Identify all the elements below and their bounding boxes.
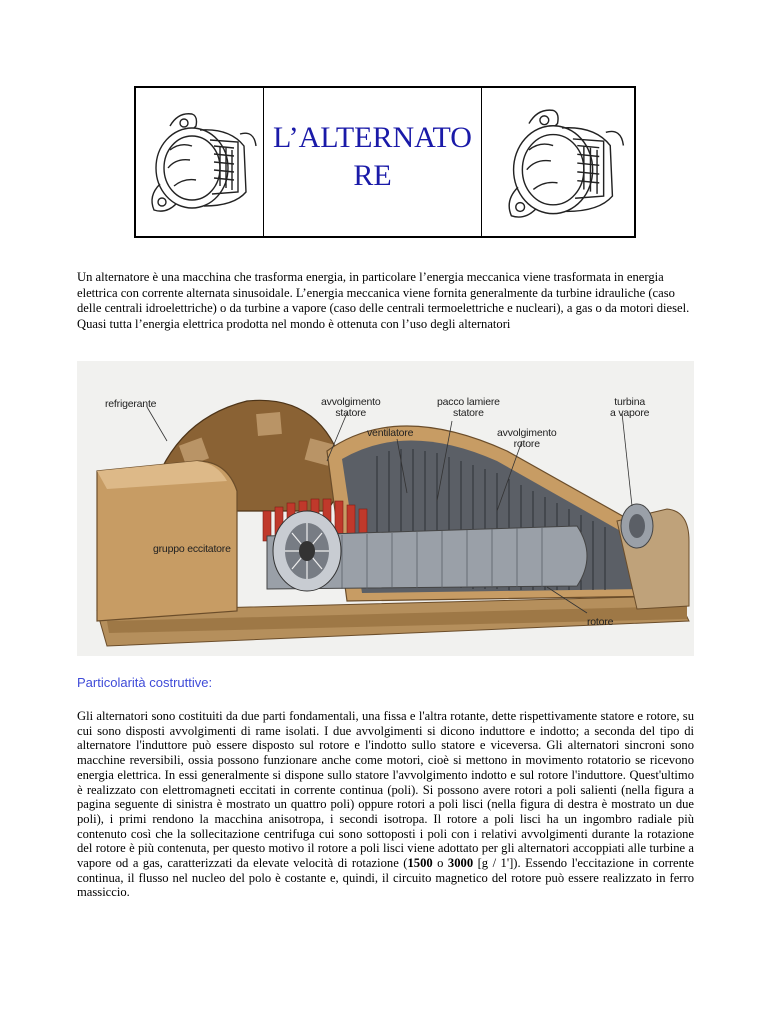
body-text-part-2: [g / 1']). Essendo l'eccitazione in corrente continua, il flusso nel nucleo del polo è costante e, quindi, il circuito magnetico del rotore può essere realizzato in ferro massiccio.: [77, 856, 694, 900]
intro-paragraph: Un alternatore è una macchina che trasforma energia, in particolare l’energia meccanica viene trasformata in energia elettrica con corrente alternata sinusoidale. L’energia meccanica viene fornita generalmente da turbine idrauliche (caso delle centrali idroelettriche) o da turbine a vapore (caso delle centrali termoelettriche e nucleari), a gas o da motori diesel. Quasi tutta l’energia elettrica prodotta nel mondo è ottenuta con l’uso degli alternatori: [77, 270, 690, 331]
label-ventilatore: ventilatore: [367, 427, 414, 439]
page-title: [268, 119, 478, 195]
label-avvolgimento-rotore: avvolgimento rotore: [497, 427, 557, 450]
speed-value-1: 1500: [407, 856, 433, 871]
title-cell: [264, 88, 482, 236]
section-subheading: Particolarità costruttive:: [77, 675, 213, 690]
body-text-part-1: Gli alternatori sono costituiti da due parti fondamentali, una fissa e l'altra rotante, dette rispettivamente statore e rotore, su cui sono disposti avvolgimenti di rame isolati. I due avvolgimenti si dicono induttore e indotto; a seconda del tipo di alternatore l'induttore può essere disposto sul rotore e l'indotto sullo statore e viceversa. Gli alternatori sincroni sono macchine reversibili, ossia possono funzionare anche come motori, cioè si mettono in movimento rotatorio se ricevono energia elettrica. In essi generalmente si dispone sullo statore l'avvolgimento indotto e sul rotore l'induttore. Quest'ultimo è realizzato con elettromagneti eccitati in corrente continua (poli). Si possono avere rotori a poli salienti (nella figura a pagina seguente di sinistra è mostrato un quattro poli) oppure rotori a poli lisci (nella figura di destra è mostrato un due poli), i primi rendono la macchina anisotropa, i secondi isotropa. Il rotore a poli lisci ha un ingombro radiale più contenuto così che la sollecitazione centrifuga cui sono sottoposti i poli con i relativi avvolgimenti durante la rotazione del rotore è più contenuta, per questo motivo il rotore a poli lisci viene adottato per gli alternatori accoppiati alle turbine a vapore od a gas, caratterizzati da elevate velocità di rotazione (: [77, 709, 694, 871]
alternator-illustration-right: [496, 96, 630, 228]
title-cell-right: [482, 88, 634, 236]
title-cell-left: [136, 88, 264, 236]
title-line-1: L’ALTERNATO: [273, 121, 472, 154]
label-refrigerante: refrigerante: [105, 398, 157, 410]
title-line-2: RE: [353, 159, 392, 192]
title-table: [134, 86, 636, 238]
label-gruppo-eccitatore: gruppo eccitatore: [153, 543, 231, 555]
speed-separator: o: [432, 856, 448, 871]
alternator-illustration-left: [140, 106, 262, 216]
speed-value-2: 3000: [447, 856, 474, 871]
generator-cutaway-figure: [77, 361, 694, 656]
label-rotore: rotore: [587, 616, 614, 628]
generator-cutaway-illustration: [77, 361, 694, 656]
body-paragraph: [77, 709, 694, 900]
label-avvolgimento-statore: avvolgimento statore: [321, 396, 381, 419]
label-turbina: turbina a vapore: [610, 396, 650, 419]
label-pacco-lamiere: pacco lamiere statore: [437, 396, 500, 419]
